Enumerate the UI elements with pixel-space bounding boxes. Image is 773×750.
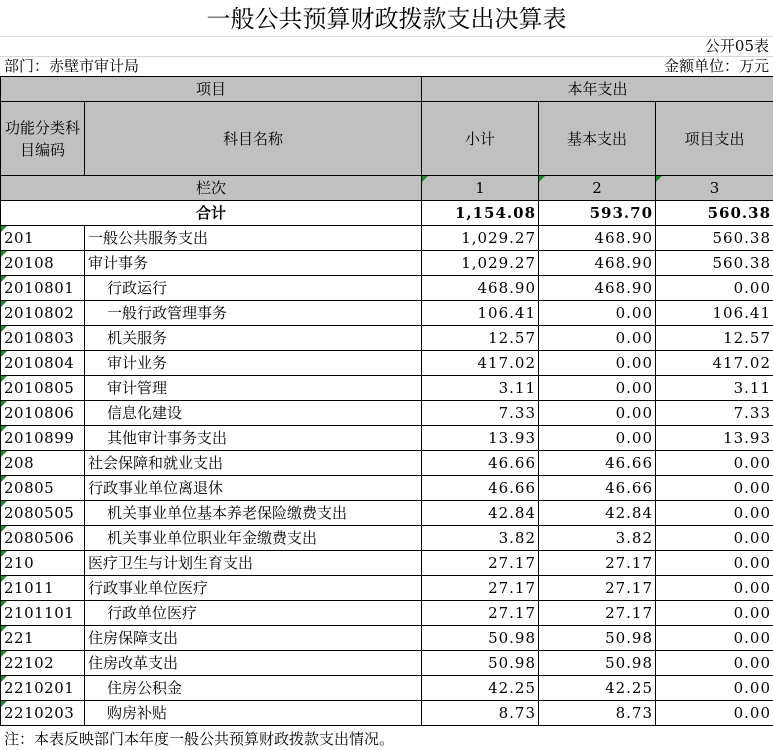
subtotal-cell: 50.98 [422,651,539,676]
subject-code-cell: 2101101 [1,601,85,626]
subject-name-cell: 行政运行 [85,276,422,301]
subtotal-cell: 42.25 [422,676,539,701]
subtotal-cell: 3.11 [422,376,539,401]
header-item-group: 项目 [1,77,422,102]
subject-name-cell: 信息化建设 [85,401,422,426]
subject-code-cell: 20805 [1,476,85,501]
project-expenditure-cell: 0.00 [656,626,773,651]
subject-code-cell: 2010899 [1,426,85,451]
project-expenditure-cell: 0.00 [656,451,773,476]
basic-expenditure-cell: 0.00 [539,351,656,376]
subject-name-cell: 机关事业单位职业年金缴费支出 [85,526,422,551]
basic-expenditure-cell: 50.98 [539,651,656,676]
subject-name-cell: 行政单位医疗 [85,601,422,626]
project-expenditure-cell: 13.93 [656,426,773,451]
table-row [1,601,773,626]
subtotal-cell: 1,029.27 [422,251,539,276]
subject-name-cell: 一般行政管理事务 [85,301,422,326]
basic-expenditure-cell: 42.84 [539,501,656,526]
footnote: 注：本表反映部门本年度一般公共预算财政拨款支出情况。 [4,730,395,748]
basic-expenditure-cell: 0.00 [539,426,656,451]
subtotal-cell: 50.98 [422,626,539,651]
subject-code-cell: 2010805 [1,376,85,401]
basic-expenditure-cell: 0.00 [539,301,656,326]
basic-expenditure-cell: 50.98 [539,626,656,651]
amount-unit-label: 金额单位：万元 [663,57,769,75]
subject-code-cell: 20108 [1,251,85,276]
subtotal-cell: 27.17 [422,576,539,601]
header-row-columns [1,102,773,176]
basic-expenditure-cell: 27.17 [539,551,656,576]
project-expenditure-cell: 560.38 [656,251,773,276]
header-basic-expenditure: 基本支出 [539,102,656,176]
subject-code-cell: 221 [1,626,85,651]
table-row [1,276,773,301]
table-row [1,701,773,726]
subtotal-cell: 12.57 [422,326,539,351]
subtotal-cell: 7.33 [422,401,539,426]
basic-expenditure-cell: 8.73 [539,701,656,726]
subject-name-cell: 行政事业单位医疗 [85,576,422,601]
header-function-code [1,102,85,176]
table-row [1,651,773,676]
subject-name-cell: 一般公共服务支出 [85,226,422,251]
project-expenditure-cell: 12.57 [656,326,773,351]
project-expenditure-cell: 0.00 [656,526,773,551]
subtotal-cell: 13.93 [422,426,539,451]
subject-code-cell: 21011 [1,576,85,601]
basic-expenditure-cell: 3.82 [539,526,656,551]
row-index-1: 1 [422,176,539,201]
subtotal-cell: 46.66 [422,476,539,501]
header-year-expenditure-group: 本年支出 [422,77,773,102]
basic-expenditure-cell: 468.90 [539,226,656,251]
subject-name-cell: 医疗卫生与计划生育支出 [85,551,422,576]
subject-code-cell: 210 [1,551,85,576]
total-project: 560.38 [656,201,773,226]
project-expenditure-cell: 0.00 [656,651,773,676]
header-function-code-text: 功能分类科目编码 [4,118,80,159]
total-row [1,201,773,226]
table-row [1,351,773,376]
header-row-groups [1,77,773,102]
subtotal-cell: 106.41 [422,301,539,326]
header-project-expenditure: 项目支出 [656,102,773,176]
expenditure-table [0,76,773,726]
project-expenditure-cell: 3.11 [656,376,773,401]
row-index-3: 3 [656,176,773,201]
subject-code-cell: 2210201 [1,676,85,701]
basic-expenditure-cell: 27.17 [539,601,656,626]
table-row [1,526,773,551]
subject-code-cell: 2010804 [1,351,85,376]
row-index-2: 2 [539,176,656,201]
table-row [1,551,773,576]
subject-code-cell: 208 [1,451,85,476]
subject-name-cell: 机关事业单位基本养老保险缴费支出 [85,501,422,526]
table-row [1,301,773,326]
subject-code-cell: 2080505 [1,501,85,526]
table-row [1,476,773,501]
project-expenditure-cell: 106.41 [656,301,773,326]
project-expenditure-cell: 560.38 [656,226,773,251]
table-row [1,251,773,276]
basic-expenditure-cell: 42.25 [539,676,656,701]
table-row [1,376,773,401]
project-expenditure-cell: 0.00 [656,701,773,726]
row-index-label: 栏次 [1,176,422,201]
department-label: 部门：赤壁市审计局 [4,57,140,75]
project-expenditure-cell: 0.00 [656,576,773,601]
basic-expenditure-cell: 46.66 [539,451,656,476]
subtotal-cell: 3.82 [422,526,539,551]
header-subtotal: 小计 [422,102,539,176]
table-row [1,576,773,601]
project-expenditure-cell: 7.33 [656,401,773,426]
subject-name-cell: 其他审计事务支出 [85,426,422,451]
subtotal-cell: 46.66 [422,451,539,476]
subject-name-cell: 行政事业单位离退休 [85,476,422,501]
project-expenditure-cell: 0.00 [656,601,773,626]
subject-name-cell: 住房改革支出 [85,651,422,676]
subject-name-cell: 购房补贴 [85,701,422,726]
project-expenditure-cell: 0.00 [656,476,773,501]
basic-expenditure-cell: 46.66 [539,476,656,501]
subject-code-cell: 2080506 [1,526,85,551]
subtotal-cell: 417.02 [422,351,539,376]
total-subtotal: 1,154.08 [422,201,539,226]
subject-code-cell: 2010801 [1,276,85,301]
report-title: 一般公共预算财政拨款支出决算表 [206,5,567,33]
subject-name-cell: 审计业务 [85,351,422,376]
subject-name-cell: 住房公积金 [85,676,422,701]
project-expenditure-cell: 0.00 [656,676,773,701]
basic-expenditure-cell: 468.90 [539,251,656,276]
subject-name-cell: 机关服务 [85,326,422,351]
table-row [1,626,773,651]
form-code: 公开05表 [704,37,769,55]
header-subject-name: 科目名称 [85,102,422,176]
subtotal-cell: 468.90 [422,276,539,301]
header-row-index [1,176,773,201]
table-row [1,401,773,426]
basic-expenditure-cell: 468.90 [539,276,656,301]
subtotal-cell: 42.84 [422,501,539,526]
project-expenditure-cell: 0.00 [656,551,773,576]
table-row [1,451,773,476]
basic-expenditure-cell: 0.00 [539,401,656,426]
subject-code-cell: 201 [1,226,85,251]
subject-code-cell: 22102 [1,651,85,676]
subject-code-cell: 2210203 [1,701,85,726]
subject-name-cell: 审计事务 [85,251,422,276]
project-expenditure-cell: 417.02 [656,351,773,376]
basic-expenditure-cell: 0.00 [539,326,656,351]
subject-name-cell: 住房保障支出 [85,626,422,651]
basic-expenditure-cell: 27.17 [539,576,656,601]
subtotal-cell: 8.73 [422,701,539,726]
subject-code-cell: 2010803 [1,326,85,351]
project-expenditure-cell: 0.00 [656,501,773,526]
table-row [1,426,773,451]
subtotal-cell: 1,029.27 [422,226,539,251]
subtotal-cell: 27.17 [422,551,539,576]
subject-code-cell: 2010806 [1,401,85,426]
total-basic: 593.70 [539,201,656,226]
subject-name-cell: 审计管理 [85,376,422,401]
table-row [1,326,773,351]
sheet-gridline [0,36,773,37]
project-expenditure-cell: 0.00 [656,276,773,301]
subject-code-cell: 2010802 [1,301,85,326]
table-row [1,676,773,701]
subtotal-cell: 27.17 [422,601,539,626]
table-row [1,226,773,251]
table-row [1,501,773,526]
subject-name-cell: 社会保障和就业支出 [85,451,422,476]
total-label: 合计 [1,201,422,226]
basic-expenditure-cell: 0.00 [539,376,656,401]
